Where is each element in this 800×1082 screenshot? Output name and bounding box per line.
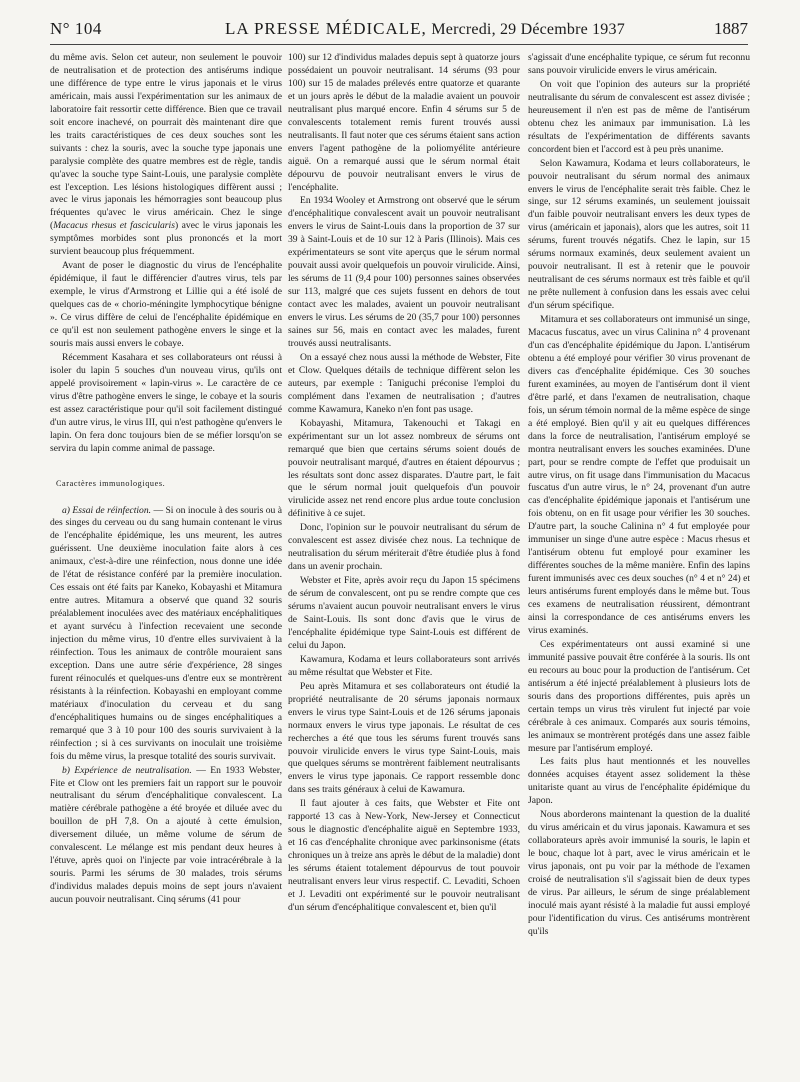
paragraph: Les faits plus haut mentionnés et les nouvelles données acquises étayent assez solidement la thèse unitariste quant au virus de l'encéphalite épidémique du Japon. <box>528 756 750 807</box>
paragraph: Webster et Fite, après avoir reçu du Japon 15 spécimens de sérum de convalescent, ont pu se rendre compte que ces sérums n'avaient aucun pouvoir neutralisant envers le virus de Saint-Louis. Ils sont donc d'avis que le virus de l'encéphalite épidémique type Saint-Louis est différent de celui du Japon. <box>288 575 520 651</box>
paragraph: Avant de poser le diagnostic du virus de l'encéphalite épidémique, il faut le différencier d'autres virus, tels par exemple, le virus d'Armstrong et Lillie qui a été isolé de quelques cas de « chorio-méningite lymphocytique bénigne ». Ce virus diffère de celui de l'encéphalite épidémique en ce qu'il est non seulement pathogène envers le singe et la souris mais aussi envers le cobaye. <box>50 260 282 349</box>
journal-title-line <box>225 18 625 41</box>
section-heading: Caractères immunologiques. <box>56 478 166 488</box>
paragraph: Ces expérimentateurs ont aussi examiné si une immunité passive pouvait être conférée à la souris. Ils ont eu recours au bouc pour la production de l'antisérum. Cet antisérum a été injecté préalablement à plusieurs lots de souris dans des proportions différentes, puis après un certain temps un virus très virulent fut injecté par voie cérébrale à ces animaux. Comparés aux souris témoins, les animaux se montrèrent protégés dans une assez faible mesure par l'antisérum employé. <box>528 638 750 754</box>
paragraph: Récemment Kasahara et ses collaborateurs ont réussi à isoler du lapin 5 souches d'un nouveau virus, qu'ils ont appelé provisoirement « lapin-virus ». Le caractère de ce virus d'être pathogène envers le singe, le cobaye et la souris est assez caractéristique pour qu'il soit facilement distingué d'un autre virus, le virus III, qui n'est pathogène qu'envers le lapin. On fera donc toujours bien de se méfier lorsqu'on se servira du lapin comme animal de passage. <box>50 351 282 454</box>
paragraph: Kobayashi, Mitamura, Takenouchi et Takagi en expérimentant sur un lot assez nombreux de sérums ont remarqué que bien que certains sérums soient doués de pouvoir neutralisant marqué, d'autres en étaient dépourvus ; les résultats sont donc assez disparates. D'autre part, le fait que le sérum normal jouit quelquefois d'un pouvoir virulicide assez net rend encore plus ardue toute conclusion définitive à ce sujet. <box>288 417 520 520</box>
paragraph: du même avis. Selon cet auteur, non seulement le pouvoir de neutralisation et de protection des antisérums indique une différence de type entre le virus japonais et le virus américain, mais aussi l'expérimentation sur les animaux de laboratoire fait ressortir cette différence. Bien que ce travail soit encore inachevé, on pourrait dès maintenant dire que les traits caractéristiques de ces deux souches sont les suivants : chez la souris, avec la souche type japonais une paralysie complète des quatre membres est de règle, tandis qu'avec la souche type Saint-Louis, une paralysie complète est l'exception. Les lésions histologiques diffèrent aussi ; avec le virus japonais les hémorragies sont beaucoup plus fréquentes qu'avec le virus américain. Chez le singe (Macacus rhesus et fascicularis) avec le virus japonais les symptômes morbides sont plus prononcés et la mort survient beaucoup plus fréquemment. <box>50 52 282 258</box>
page-number: 1887 <box>714 19 748 38</box>
page-header <box>50 18 748 40</box>
header-rule <box>50 44 748 45</box>
paragraph: Donc, l'opinion sur le pouvoir neutralisant du sérum de convalescent est assez divisée chez nous. La technique de neutralisation du sérum mériterait d'être étudiée plus à fond dans un avenir prochain. <box>288 522 520 573</box>
journal-title: LA PRESSE MÉDICALE, <box>225 19 427 38</box>
paragraph: Mitamura et ses collaborateurs ont immunisé un singe, Macacus fuscatus, avec un virus Calinina n° 4 provenant d'un cas d'encéphalite épidémique du Japon. L'antisérum obtenu a été employé pour vérifier 30 virus provenant de divers cas d'encéphalite épidémique. Ces 30 souches furent examinées, au moyen de l'antisérum dont il vient d'être parlé, et dans l'examen de neutralisation, chaque fois, un sérum témoin normal de la même espèce de singe a été employé. Bien qu'il y ait eu quelques différences dans la force de neutralisation, l'antisérum employé se montra neutralisant envers les souches examinées. D'une part, pour se rendre compte de l'effet que produisait un autre virus, on fit usage dans l'immunisation du Macacus fuscatus d'un autre virus, le n° 24, provenant d'un autre cas d'encéphalite épidémique japonais et l'antisérum une fois obtenu, on en fit usage pour vérifier les 30 souches. D'autre part, la souche Calinina n° 4 fut employée pour immuniser un singe d'une autre espèce : Macus rhesus et l'antisérum obtenu fut employé pour examiner les différentes souches de la même manière. Enfin des lapins furent immunisés avec ces deux souches (n° 4 et n° 24) et leurs antisérums furent employés dans le même but. Tous ces examens de neutralisation réussirent, démontrant ainsi la correspondance de ces antisérums envers les virus examinés. <box>528 314 750 636</box>
text-column-1 <box>50 52 282 1070</box>
paragraph: Nous aborderons maintenant la question de la dualité du virus américain et du virus japonais. Kawamura et ses collaborateurs après avoir immunisé la souris, le lapin et le bouc, chaque lot à part, avec le virus américain et le virus japonais, ont pu voir par la méthode de l'examen croisé de neutralisation s'il s'agissait bien de deux types de virus. Par ailleurs, le sérum de singe préalablement inoculé mais ayant résisté à la maladie fut aussi employé pour l'identification du virus. Ces antisérums montrèrent qu'ils <box>528 809 750 937</box>
paragraph: En 1934 Wooley et Armstrong ont observé que le sérum d'encéphalitique convalescent avait un pouvoir neutralisant envers le virus de Saint-Louis dans la proportion de 37 sur 39 à Saint-Louis et de 10 sur 12 à Paris (Illinois). Mais ces expérimentateurs se sont vite aperçus que le sérum normal pouvait aussi avoir quelquefois un pouvoir virulicide. Ainsi, les sérums de 11 (9,4 pour 100) personnes saines observées sur 113, malgré que ces sujets fussent en dehors de tout contact avec les malades, avaient un pouvoir neutralisant envers le virus. Les sérums de 20 (35,7 pour 100) personnes saines sur 56, mais en contact avec les malades, furent trouvés aussi neutralisants. <box>288 195 520 349</box>
paragraph: s'agissait d'une encéphalite typique, ce sérum fut reconnu sans pouvoir virulicide envers le virus américain. <box>528 52 750 76</box>
text-column-2 <box>288 52 520 1070</box>
paragraph: Kawamura, Kodama et leurs collaborateurs sont arrivés au même résultat que Webster et Fite. <box>288 653 520 678</box>
text-column-3 <box>528 52 750 1070</box>
paragraph: On voit que l'opinion des auteurs sur la propriété neutralisante du sérum de convalescent est assez divisée ; heureusement il n'en est pas de même de l'antisérum obtenu chez les animaux par immunisation. Là les résultats de l'expérimentation de différents savants concordent bien et l'accord est à peu près unanime. <box>528 78 750 155</box>
paragraph: 100) sur 12 d'individus malades depuis sept à quatorze jours possédaient un pouvoir neutralisant. 14 sérums (93 pour 100) sur 15 de malades prélevés entre quatorze et quarante et un jours après le début de la maladie avaient un pouvoir neutralisant plus marqué encore. Enfin 4 sérums sur 5 de convalescents totalement remis furent trouvés aussi neutralisants. Il faut noter que ces sérums étaient sans action envers l'agent pathogène de la poliomyélite antérieure aiguë. On a remarqué aussi que le sérum normal était dépourvu de pouvoir neutralisant envers le virus de l'encéphalite. <box>288 52 520 193</box>
paragraph: b) Expérience de neutralisation. — En 1933 Webster, Fite et Clow ont les premiers fait un rapport sur le pouvoir neutralisant du sérum d'encéphalitique convalescent. La matière cérébrale pathogène a été broyée et diluée avec du bouillon de pH 7,8. On a ajouté à cette émulsion, diversement diluée, un même volume de sérum de convalescent. Le mélange est mis pendant deux heures à l'étuve, après quoi on l'injecte par voie intracérébrale à la souris. Parmi les sérums de 30 malades, trois sérums d'individus malades depuis moins de sept jours n'avaient aucun pouvoir neutralisant. Cinq sérums (41 pour <box>50 764 282 906</box>
paragraph: Selon Kawamura, Kodama et leurs collaborateurs, le pouvoir neutralisant du sérum normal des animaux envers le virus de l'encéphalite serait très faible. Chez le singe, sur 12 sérums examinés, un seulement jouissait d'un faible pouvoir neutralisant envers les deux types de virus (américain et japonais), alors que les autres, soit 11 sérums, furent trouvés négatifs. Chez le lapin, sur 15 sérums normaux examinés, deux seulement avaient un pouvoir neutralisant. Il est à retenir que le pouvoir neutralisant de ces sérums normaux est très faible et qu'il ne prête nullement à confusion dans les essais avec celui d'un sérum spécifique. <box>528 157 750 312</box>
paragraph: a) Essai de réinfection. — Si on inocule à des souris ou à des singes du cerveau ou du sang humain contenant le virus de l'encéphalite épidémique, les uns meurent, les autres guérissent. Une deuxième inoculation faite alors à ces animaux, c'est-à-dire une réinfection, nous donne une idée de l'état de résistance conféré par la première inoculation. Ces essais ont été faits par Kaneko, Kobayashi et Mitamura entre autres. Mitamura a observé que quand 32 souris préalablement inoculées avec des matériaux encéphalitiques et ayant survécu à l'infection recevaient une seconde injection du même virus, 10 d'entre elles survivaient à la réinfection. Tous les animaux de contrôle mouraient sans exception. Dans une autre série d'expérience, 28 singes furent réinoculés et quelques-uns d'entre eux se montrèrent résistants à la réinfection. Kobayashi en employant comme matériaux d'inoculation du cerveau et du sang d'encéphalitiques humains ou de singes encéphalitiques a remarqué que 3 à 10 pour 100 des souris survivaient à la réinfection ; si à ces survivants on inoculait une troisième fois du même virus, la presque totalité des souris survivait. <box>50 504 282 762</box>
paragraph: Peu après Mitamura et ses collaborateurs ont étudié la propriété neutralisante de 20 sérums japonais normaux envers le virus type Saint-Louis et de 126 sérums japonais normaux envers le virus type japonais. Le résultat de ces recherches a été que tous les sérums furent trouvés sans pouvoir virulicide envers le virus type Saint-Louis, mais que quelques sérums se montrèrent faiblement neutralisants envers le virus type japonais. Ce rapport ressemble donc dans ses traits généraux à celui de Kawamura. <box>288 680 520 796</box>
issue-date: Mercredi, 29 Décembre 1937 <box>431 21 625 38</box>
paragraph: On a essayé chez nous aussi la méthode de Webster, Fite et Clow. Quelques détails de technique diffèrent selon les auteurs, par exemple : Taniguchi préconise l'emploi du complément dans l'examen de neutralisation ; d'autres comme Kawamura, Kaneko n'en font pas usage. <box>288 351 520 415</box>
paragraph: Il faut ajouter à ces faits, que Webster et Fite ont rapporté 13 cas à New-York, New-Jersey et Connecticut sous le diagnostic d'encéphalite aiguë en Septembre 1933, et 16 cas d'encéphalite chronique avec parkinsonisme (états chroniques un à treize ans après le début de la maladie) dont les sérums étaient totalement dépourvus de tout pouvoir neutralisant envers leur virus respectif. C. Levaditi, Schoen et J. Levaditi ont expérimenté sur le pouvoir neutralisant d'un sérum d'encéphalitique convalescent et, bien qu'il <box>288 798 520 913</box>
issue-number: N° 104 <box>50 19 102 38</box>
